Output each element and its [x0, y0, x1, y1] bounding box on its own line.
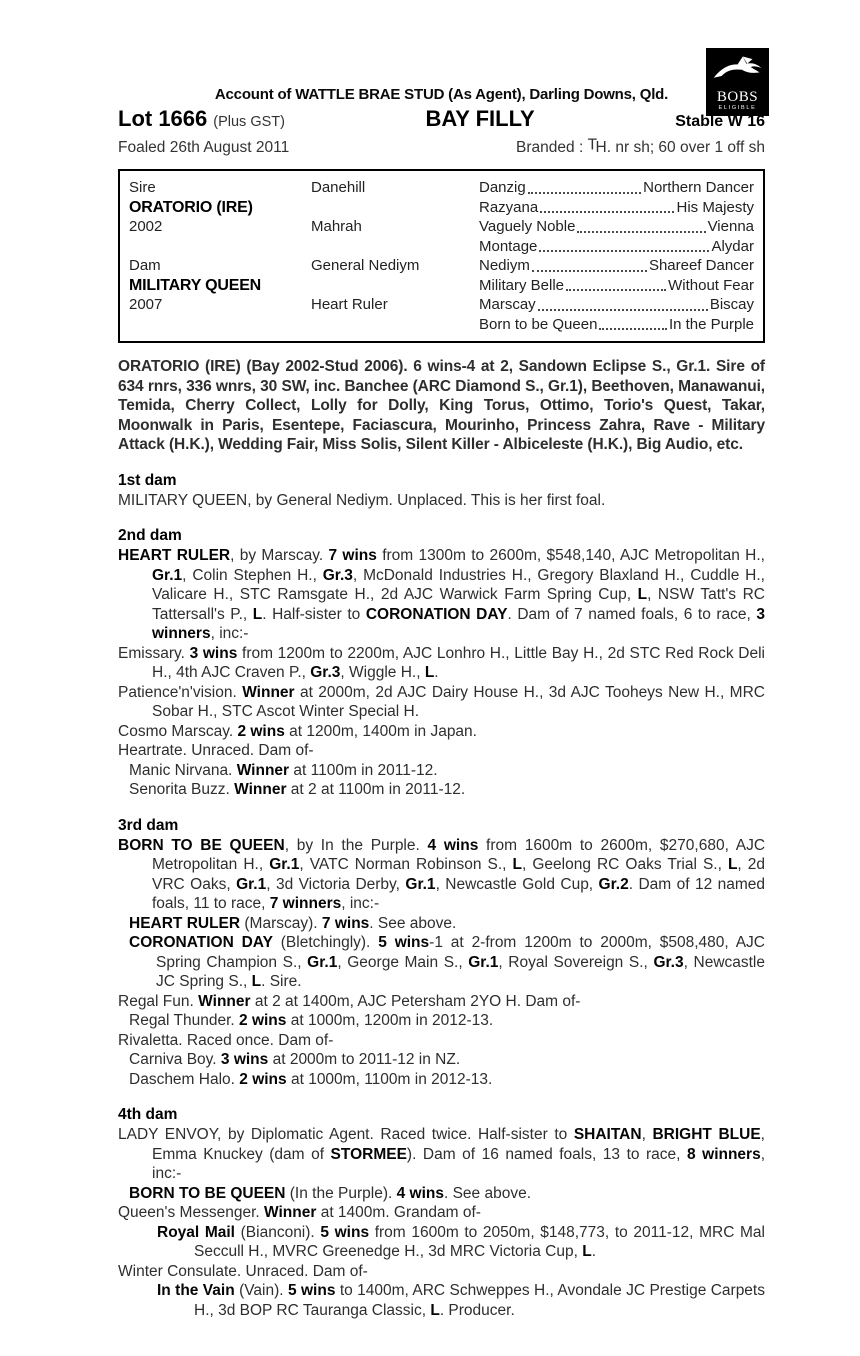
text-segment: to 1400m, ARC Schweppes H., Avondale JC Prestige Carpets H., 3d BOP RC Tauranga Classic, — [194, 1282, 765, 1319]
pedigree-entry — [118, 1011, 765, 1031]
pedigree-cell-gen3 — [479, 178, 754, 198]
text-segment: Gr.3 — [653, 953, 684, 971]
text-segment: from 1600m to 2600m, $270,680, AJC Metropolitan H., — [152, 836, 766, 873]
text-segment: Winner — [242, 683, 295, 701]
pedigree-cell-gen2 — [311, 237, 479, 257]
text-segment: Gr.3 — [322, 566, 353, 584]
pedigree-entry — [118, 1223, 765, 1262]
text-segment: Gr.1 — [307, 953, 338, 971]
pedigree-cell-gen2 — [311, 276, 479, 296]
lot-number: Lot 1666 — [118, 106, 208, 131]
pedigree-cell-gen3 — [479, 276, 754, 296]
pedigree-row — [129, 315, 754, 335]
text-segment: at 1400m. Grandam of- — [316, 1204, 481, 1221]
horse-title: BAY FILLY — [425, 106, 535, 131]
text-segment: 3 winners — [152, 605, 765, 642]
text-segment: . — [591, 1243, 597, 1260]
dotted-leader — [532, 270, 647, 272]
pedigree-row — [129, 256, 754, 276]
pedigree-cell-gen3 — [479, 217, 754, 237]
text-segment: L — [252, 605, 263, 623]
pedigree-cell-gen3 — [479, 256, 754, 276]
text-segment: 3 wins — [189, 644, 238, 662]
text-segment: 5 wins — [287, 1282, 336, 1299]
dotted-leader — [566, 289, 666, 291]
text-segment: , Emma Knuckey (dam of — [152, 1126, 765, 1163]
text-segment: Regal Thunder. — [129, 1012, 240, 1029]
text-segment: 2 wins — [237, 722, 285, 740]
pedigree-cell-gen1: Sire — [129, 179, 156, 196]
pedigree-row — [129, 217, 754, 237]
text-segment: at 2 at 1400m, AJC Petersham 2YO H. Dam of- — [250, 992, 581, 1010]
text-segment: 8 winners — [687, 1145, 761, 1163]
bobs-logo-text: BOBS — [716, 89, 759, 105]
text-segment: In the Vain — [157, 1282, 235, 1299]
dotted-leader — [599, 328, 667, 330]
pedigree-cell-gen3 — [479, 237, 754, 257]
pedigree-entry — [118, 780, 765, 800]
pedigree-cell-gen1: Dam — [129, 257, 161, 274]
sire-summary: ORATORIO (IRE) (Bay 2002-Stud 2006). 6 wins-4 at 2, Sandown Eclipse S., Gr.1. Sire of 634 rnrs, 336 wnrs, 30 SW, inc. Banchee (ARC Diamond S., Gr.1), Beethoven, Manawanui, Temida, Cherry Collect, Lolly for Dolly, King Torus, Ottimo, Torio's Quest, Takar, Moonwalk in Paris, Esentepe, Faciascura, Mourinho, Princess Zahra, Rave - Military Attack (H.K.), Wedding Fair, Miss Solis, Silent Killer - Albiceleste (H.K.), Big Audio, etc. — [118, 358, 765, 453]
ancestor-name: Born to be Queen — [479, 315, 598, 333]
text-segment: L — [727, 856, 738, 873]
text-segment: at 1100m in 2011-12. — [289, 761, 438, 779]
text-segment: at 2 at 1100m in 2011-12. — [286, 781, 466, 798]
pedigree-row — [129, 237, 754, 257]
text-segment: at 2000m to 2011-12 in NZ. — [268, 1051, 461, 1068]
branded-label: Branded : — [516, 139, 588, 156]
text-segment: CORONATION DAY — [365, 605, 508, 623]
lot-gst-note: (Plus GST) — [213, 114, 285, 130]
text-segment: HEART RULER — [129, 914, 241, 932]
pedigree-rows — [129, 178, 754, 334]
pedigree-table — [118, 169, 765, 343]
text-segment: Winner — [264, 1204, 317, 1221]
pedigree-cell-gen1: 2002 — [129, 218, 163, 235]
pedigree-cell-gen2: Danehill — [311, 179, 366, 196]
ancestor-name: Marscay — [479, 296, 536, 313]
pedigree-cell-gen1: MILITARY QUEEN — [129, 276, 262, 294]
text-segment: (Vain). — [234, 1282, 288, 1299]
pedigree-entry — [118, 761, 765, 781]
dotted-leader — [577, 231, 705, 233]
account-line: Account of WATTLE BRAE STUD (As Agent), Darling Downs, Qld. — [214, 86, 669, 103]
ancestor-parent: In the Purple — [668, 315, 754, 333]
text-segment: Gr.1 — [269, 856, 300, 873]
text-segment: Gr.1 — [468, 953, 499, 971]
pedigree-entry — [118, 836, 765, 914]
pedigree-cell-gen2 — [311, 198, 479, 218]
text-segment: LADY ENVOY, by Diplomatic Agent. Raced twice. Half-sister to — [118, 1126, 574, 1143]
text-segment: , 2d VRC Oaks, — [152, 856, 766, 893]
pedigree-entry — [118, 741, 765, 761]
foaled-row — [118, 136, 765, 157]
text-segment: . Dam of 7 named foals, 6 to race, — [507, 605, 757, 623]
text-segment: L — [251, 973, 262, 990]
ancestor-parent: Alydar — [711, 237, 754, 255]
text-segment: , by Marscay. — [230, 547, 329, 564]
text-segment: Patience'n'vision. — [118, 683, 243, 701]
foaled-date: Foaled 26th August 2011 — [118, 139, 290, 156]
text-segment: at 1000m, 1200m in 2012-13. — [286, 1012, 494, 1029]
pedigree-row — [129, 198, 754, 218]
text-segment: Cosmo Marscay. — [118, 722, 238, 740]
text-segment: at 1200m, 1400m in Japan. — [284, 722, 477, 740]
text-segment: , NSW Tatt's RC Tattersall's P., — [152, 586, 766, 623]
pedigree-row — [129, 178, 754, 198]
branded-detail: . nr sh; 60 over 1 off sh — [606, 139, 765, 156]
text-segment: 7 wins — [328, 547, 377, 564]
dotted-leader — [528, 192, 641, 194]
text-segment: from 1300m to 2600m, $548,140, AJC Metropolitan H., — [376, 547, 765, 564]
text-segment: 4 wins — [396, 1184, 444, 1202]
pedigree-row — [129, 295, 754, 315]
text-segment: , Newcastle Gold Cup, — [435, 875, 599, 893]
pedigree-entry — [118, 722, 765, 742]
text-segment: Queen's Messenger. — [118, 1204, 264, 1221]
text-segment: Senorita Buzz. — [129, 781, 235, 798]
pedigree-entry — [118, 1031, 765, 1051]
text-segment: from 1200m to 2200m, AJC Lonhro H., Little Bay H., 2d STC Red Rock Deli H., 4th AJC Craven P., — [152, 644, 765, 681]
ancestor-parent: Shareef Dancer — [648, 257, 754, 274]
text-segment: 4 wins — [427, 836, 479, 854]
pedigree-cell-gen3 — [479, 198, 754, 218]
text-segment: , Colin Stephen H., — [182, 566, 323, 584]
text-segment: . Producer. — [439, 1301, 515, 1319]
ancestor-name: Nediym — [479, 257, 530, 274]
text-segment: SHAITAN — [573, 1126, 642, 1143]
text-segment: . See above. — [369, 914, 457, 932]
text-segment: HEART RULER — [118, 547, 231, 564]
text-segment: , by In the Purple. — [284, 836, 428, 854]
text-segment: 7 wins — [321, 914, 370, 932]
text-segment: , Newcastle JC Spring S., — [156, 953, 765, 990]
text-segment: BRIGHT BLUE — [652, 1126, 761, 1143]
text-segment: , — [641, 1126, 653, 1143]
pedigree-cell-gen1: ORATORIO (IRE) — [129, 198, 253, 216]
text-segment: 3 wins — [220, 1051, 269, 1068]
pedigree-cell-gen3 — [479, 315, 754, 335]
text-segment: (Bletchingly). — [272, 934, 379, 951]
text-segment: 7 winners — [269, 895, 342, 912]
pedigree-entry — [118, 1050, 765, 1070]
stable-number: Stable W 16 — [675, 113, 765, 130]
ancestor-parent: Vienna — [707, 218, 754, 235]
text-segment: Rivaletta. Raced once. Dam of- — [118, 1031, 334, 1049]
text-segment: Gr.3 — [310, 664, 341, 681]
pedigree-entry — [118, 1262, 765, 1282]
text-segment: Gr.1 — [236, 875, 267, 893]
lot-row — [118, 106, 765, 132]
pedigree-entry — [118, 1203, 765, 1223]
pedigree-cell-gen2: Mahrah — [311, 218, 362, 235]
ancestor-parent: His Majesty — [676, 198, 754, 216]
dotted-leader — [539, 250, 709, 252]
text-segment: Regal Fun. — [118, 992, 199, 1010]
ancestor-name: Montage — [479, 237, 538, 255]
text-segment: BORN TO BE QUEEN — [118, 836, 285, 854]
text-segment: , 3d Victoria Derby, — [266, 875, 406, 893]
ancestor-name: Vaguely Noble — [479, 218, 576, 235]
text-segment: Carniva Boy. — [129, 1051, 221, 1068]
bobs-eligible-text: ELIGIBLE — [718, 105, 757, 111]
text-segment: , George Main S., — [337, 953, 469, 971]
text-segment: 2 wins — [239, 1012, 287, 1029]
section-heading: 1st dam — [118, 471, 177, 489]
text-segment: L — [512, 856, 522, 873]
text-segment: Manic Nirvana. — [129, 761, 237, 779]
ancestor-name: Razyana — [479, 198, 539, 216]
pedigree-entry — [118, 1281, 765, 1320]
text-segment: , inc:- — [210, 625, 249, 642]
dotted-leader — [540, 211, 674, 213]
pedigree-cell-gen1 — [129, 237, 311, 257]
text-segment: from 1600m to 2050m, $148,773, to 2011-12, MRC Mal Seccull H., MVRC Greenedge H., 3d MRC Victoria Cup, — [194, 1223, 765, 1260]
text-segment: L — [424, 664, 435, 681]
text-segment: Gr.1 — [152, 566, 183, 584]
text-segment: Daschem Halo. — [129, 1070, 240, 1088]
text-segment: (Bianconi). — [235, 1223, 321, 1241]
section-heading: 3rd dam — [118, 816, 179, 834]
pedigree-entry — [118, 933, 765, 992]
pedigree-entry — [118, 491, 765, 511]
text-segment: (In the Purple). — [285, 1184, 397, 1202]
text-segment: , inc:- — [152, 1145, 766, 1182]
text-segment: , Wiggle H., — [340, 664, 425, 681]
text-segment: 5 wins — [378, 934, 430, 951]
text-segment: . See above. — [443, 1184, 532, 1202]
text-segment: . Sire. — [261, 973, 302, 990]
text-segment: Winner — [236, 761, 290, 779]
text-segment: at 1000m, 1100m in 2012-13. — [286, 1070, 493, 1088]
text-segment: . Dam of 12 named foals, 11 to race, — [152, 875, 766, 912]
text-segment: , Geelong RC Oaks Trial S., — [521, 856, 728, 873]
ancestor-name: Military Belle — [479, 276, 565, 294]
pedigree-entry — [118, 546, 765, 644]
section-heading: 2nd dam — [118, 527, 182, 544]
text-segment: CORONATION DAY — [129, 934, 273, 951]
text-segment: L — [430, 1301, 440, 1319]
text-segment: Winter Consulate. Unraced. Dam of- — [118, 1262, 368, 1280]
text-segment: Royal Mail — [157, 1223, 235, 1241]
text-segment: ). Dam of 16 named foals, 13 to race, — [406, 1145, 687, 1163]
text-segment: , Royal Sovereign S., — [498, 953, 654, 971]
pedigree-entry — [118, 683, 765, 722]
pedigree-cell-gen1 — [129, 315, 311, 335]
text-segment: MILITARY QUEEN, by General Nediym. Unplaced. This is her first foal. — [118, 491, 606, 509]
pedigree-entry — [118, 992, 765, 1012]
pedigree-entry — [118, 914, 765, 934]
dotted-leader — [538, 309, 708, 311]
text-segment: L — [637, 586, 648, 603]
text-segment: . — [434, 664, 439, 681]
ancestor-parent: Northern Dancer — [643, 179, 754, 196]
pedigree-entry — [118, 644, 765, 683]
text-segment: at 2000m, 2d AJC Dairy House H., 3d AJC Tooheys New H., MRC Sobar H., STC Ascot Winter Special H. — [152, 683, 765, 720]
text-segment: Heartrate. Unraced. Dam of- — [118, 742, 314, 759]
page-content — [118, 0, 765, 1320]
pedigree-cell-gen3 — [479, 295, 754, 315]
section-heading: 4th dam — [118, 1106, 178, 1123]
ancestor-parent: Without Fear — [668, 276, 754, 294]
text-segment: Gr.2 — [598, 875, 629, 893]
pedigree-cell-gen2 — [311, 315, 479, 335]
pedigree-cell-gen2: Heart Ruler — [311, 296, 388, 313]
text-segment: STORMEE — [330, 1145, 407, 1163]
pedigree-entry — [118, 1125, 765, 1184]
text-segment: Gr.1 — [405, 875, 436, 893]
branded-info — [516, 136, 765, 157]
brand-mark-icon-h: H — [595, 139, 607, 156]
pedigree-cell-gen1: 2007 — [129, 296, 163, 313]
pedigree-entry — [118, 1184, 765, 1204]
text-segment: 2 wins — [239, 1070, 287, 1088]
text-segment: (Marscay). — [240, 914, 322, 932]
pedigree-entry — [118, 1070, 765, 1090]
text-segment: Emissary. — [118, 644, 190, 662]
text-segment: , inc:- — [341, 895, 380, 912]
text-segment: Winner — [234, 781, 287, 798]
text-segment: Winner — [198, 992, 251, 1010]
text-segment: -1 at 2-from 1200m to 2000m, $508,480, AJC Spring Champion S., — [156, 934, 766, 971]
text-segment: , McDonald Industries H., Gregory Blaxland H., Cuddle H., Valicare H., STC Ramsgate H., 2d AJC Warwick Farm Spring Cup, — [152, 566, 765, 603]
text-segment: , VATC Norman Robinson S., — [299, 856, 513, 873]
pedigree-row — [129, 276, 754, 296]
ancestor-parent: Biscay — [709, 296, 754, 313]
text-segment: BORN TO BE QUEEN — [129, 1184, 286, 1202]
ancestor-name: Danzig — [479, 179, 526, 196]
brand-mark-icon: T — [587, 136, 596, 154]
text-segment: L — [582, 1243, 592, 1260]
text-segment: 5 wins — [320, 1223, 370, 1241]
pedigree-cell-gen2: General Nediym — [311, 257, 420, 274]
pedigree-sections — [118, 471, 765, 1321]
text-segment: . Half-sister to — [262, 605, 366, 623]
